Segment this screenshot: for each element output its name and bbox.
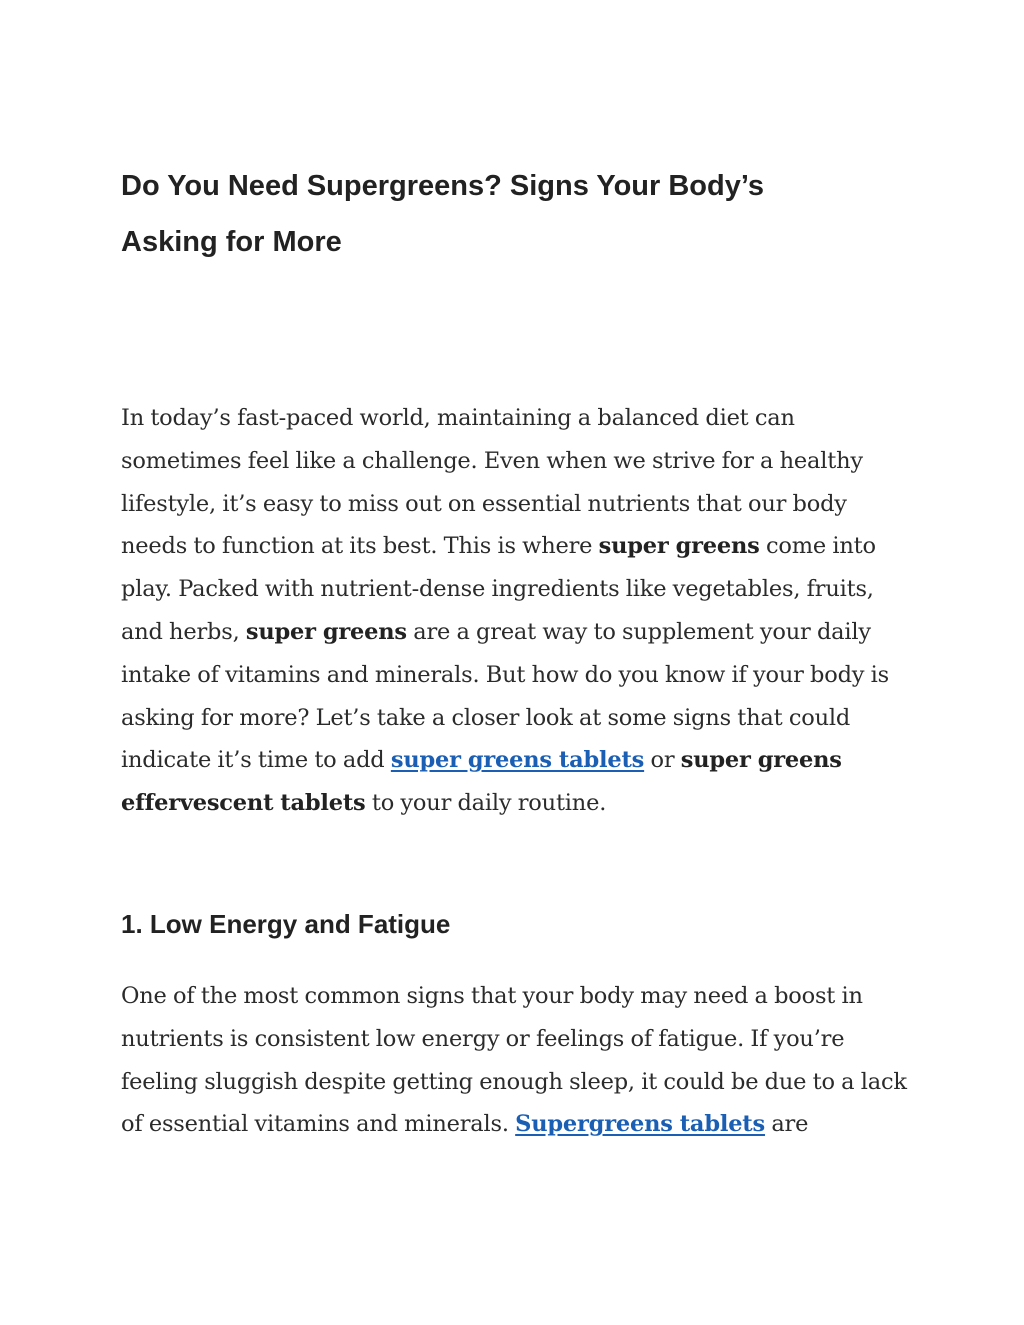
intro-text: are a great way to supplement your daily — [406, 618, 871, 645]
intro-line: intake of vitamins and minerals. But how do you know if your body is — [121, 661, 890, 688]
section-line: feeling sluggish despite getting enough sleep, it could be due to a lack — [121, 1068, 907, 1095]
intro-text: or — [644, 747, 681, 774]
document-title — [121, 158, 901, 270]
bold-term: super greens — [680, 747, 842, 774]
intro-line — [121, 611, 901, 654]
intro-text: needs to function at its best. This is where — [121, 533, 599, 560]
bold-term: super greens — [598, 533, 760, 560]
intro-line: lifestyle, it’s easy to miss out on essential nutrients that our body — [121, 490, 847, 517]
supergreens-tablets-link[interactable]: Supergreens tablets — [515, 1111, 765, 1138]
intro-text: indicate it’s time to add — [121, 747, 391, 774]
intro-line: play. Packed with nutrient-dense ingredients like vegetables, fruits, — [121, 576, 874, 603]
intro-text: and herbs, — [121, 618, 246, 645]
super-greens-tablets-link[interactable]: super greens tablets — [390, 747, 645, 774]
intro-text: to your daily routine. — [365, 790, 607, 817]
intro-line — [121, 525, 901, 568]
bold-term: effervescent tablets — [121, 790, 366, 817]
intro-paragraph — [121, 397, 901, 825]
intro-line — [121, 739, 901, 782]
intro-line: asking for more? Let’s take a closer look at some signs that could — [121, 704, 851, 731]
section-heading-low-energy: 1. Low Energy and Fatigue — [121, 909, 451, 939]
intro-text: come into — [759, 533, 876, 560]
intro-line: In today’s fast-paced world, maintaining a balanced diet can — [121, 405, 795, 431]
section-line: nutrients is consistent low energy or feelings of fatigue. If you’re — [121, 1025, 845, 1052]
section-text: are — [764, 1111, 809, 1138]
intro-line — [121, 782, 901, 825]
section-text: of essential vitamins and minerals. — [121, 1111, 516, 1138]
title-line-1: Do You Need Supergreens? Signs Your Body’s — [121, 170, 764, 202]
section-line — [121, 1103, 901, 1146]
section-line: One of the most common signs that your body may need a boost in — [121, 983, 863, 1009]
section-1-paragraph — [121, 975, 907, 1146]
bold-term: super greens — [245, 618, 407, 645]
title-line-2: Asking for More — [121, 226, 342, 258]
intro-line: sometimes feel like a challenge. Even when we strive for a healthy — [121, 447, 863, 474]
